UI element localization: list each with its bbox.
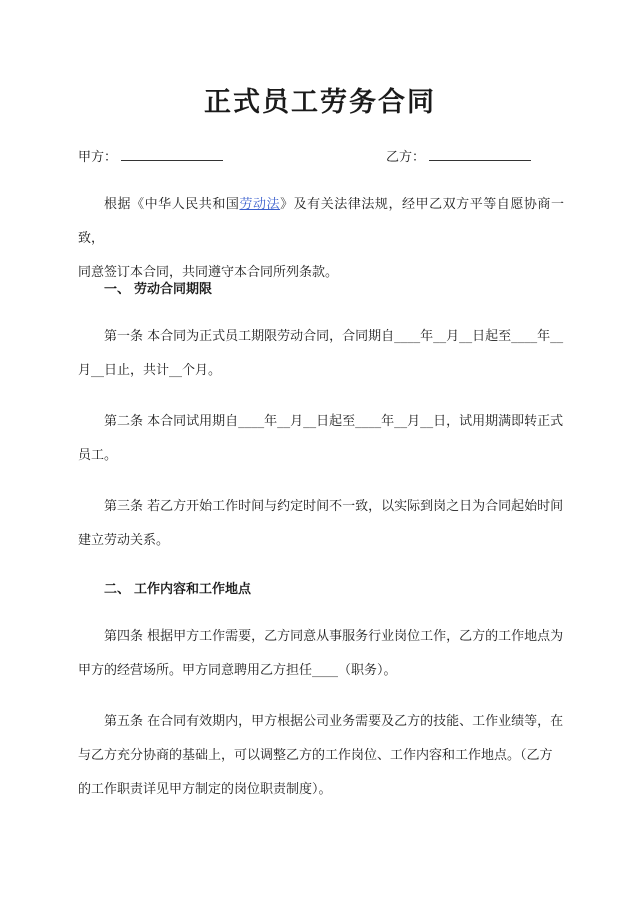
party-b-field	[386, 146, 531, 165]
article-3-line-1: 第三条 若乙方开始工作时间与约定时间不一致，以实际到岗之日为合同起始时间	[104, 499, 564, 514]
article-1-line-2: 月__日止，共计__个月。	[78, 363, 222, 378]
party-a-label: 甲方：	[78, 150, 118, 165]
article-3	[78, 490, 564, 558]
intro-line-1	[78, 188, 564, 256]
article-4	[78, 620, 564, 688]
article-5-line-2: 与乙方充分协商的基础上，可以调整乙方的工作岗位、工作内容和工作地点。（乙方	[78, 748, 553, 763]
intro-text-pre: 根据《中华人民共和国	[104, 197, 240, 212]
intro-paragraph	[78, 188, 564, 290]
section-heading-1	[104, 278, 212, 297]
section-2-number: 二、	[104, 582, 131, 597]
article-1	[78, 320, 564, 388]
article-3-line-2: 建立劳动关系。	[78, 533, 170, 548]
article-2	[78, 405, 564, 473]
section-heading-2	[104, 578, 251, 597]
intro-line-2: 同意签订本合同，共同遵守本合同所列条款。	[78, 265, 339, 280]
section-1-title: 劳动合同期限	[134, 282, 213, 297]
intro-text-post: 》及有关法律法规，经甲乙双方平等自愿协商一致，	[78, 197, 564, 246]
document-title: 正式员工劳务合同	[204, 87, 436, 118]
article-4-line-1: 第四条 根据甲方工作需要，乙方同意从事服务行业岗位工作，乙方的工作地点为	[104, 629, 564, 644]
party-a-blank[interactable]	[121, 148, 223, 161]
section-2-title: 工作内容和工作地点	[134, 582, 252, 597]
party-a-field	[78, 146, 223, 165]
party-b-label: 乙方：	[386, 150, 426, 165]
article-5-line-1: 第五条 在合同有效期内，甲方根据公司业务需要及乙方的技能、工作业绩等，在	[104, 714, 564, 729]
article-1-line-1: 第一条 本合同为正式员工期限劳动合同，合同期自____年__月__日起至____年__	[104, 329, 564, 344]
section-1-number: 一、	[104, 282, 131, 297]
article-5	[78, 705, 564, 807]
article-5-line-3: 的工作职责详见甲方制定的岗位职责制度）。	[78, 782, 332, 797]
labor-law-link[interactable]: 劳动法	[239, 197, 281, 212]
article-2-line-2: 员工。	[78, 448, 118, 463]
article-2-line-1: 第二条 本合同试用期自____年__月__日起至____年__月__日，试用期满即转正式	[104, 414, 564, 429]
party-b-blank[interactable]	[429, 148, 531, 161]
article-4-line-2: 甲方的经营场所。甲方同意聘用乙方担任____（职务）。	[78, 663, 397, 678]
